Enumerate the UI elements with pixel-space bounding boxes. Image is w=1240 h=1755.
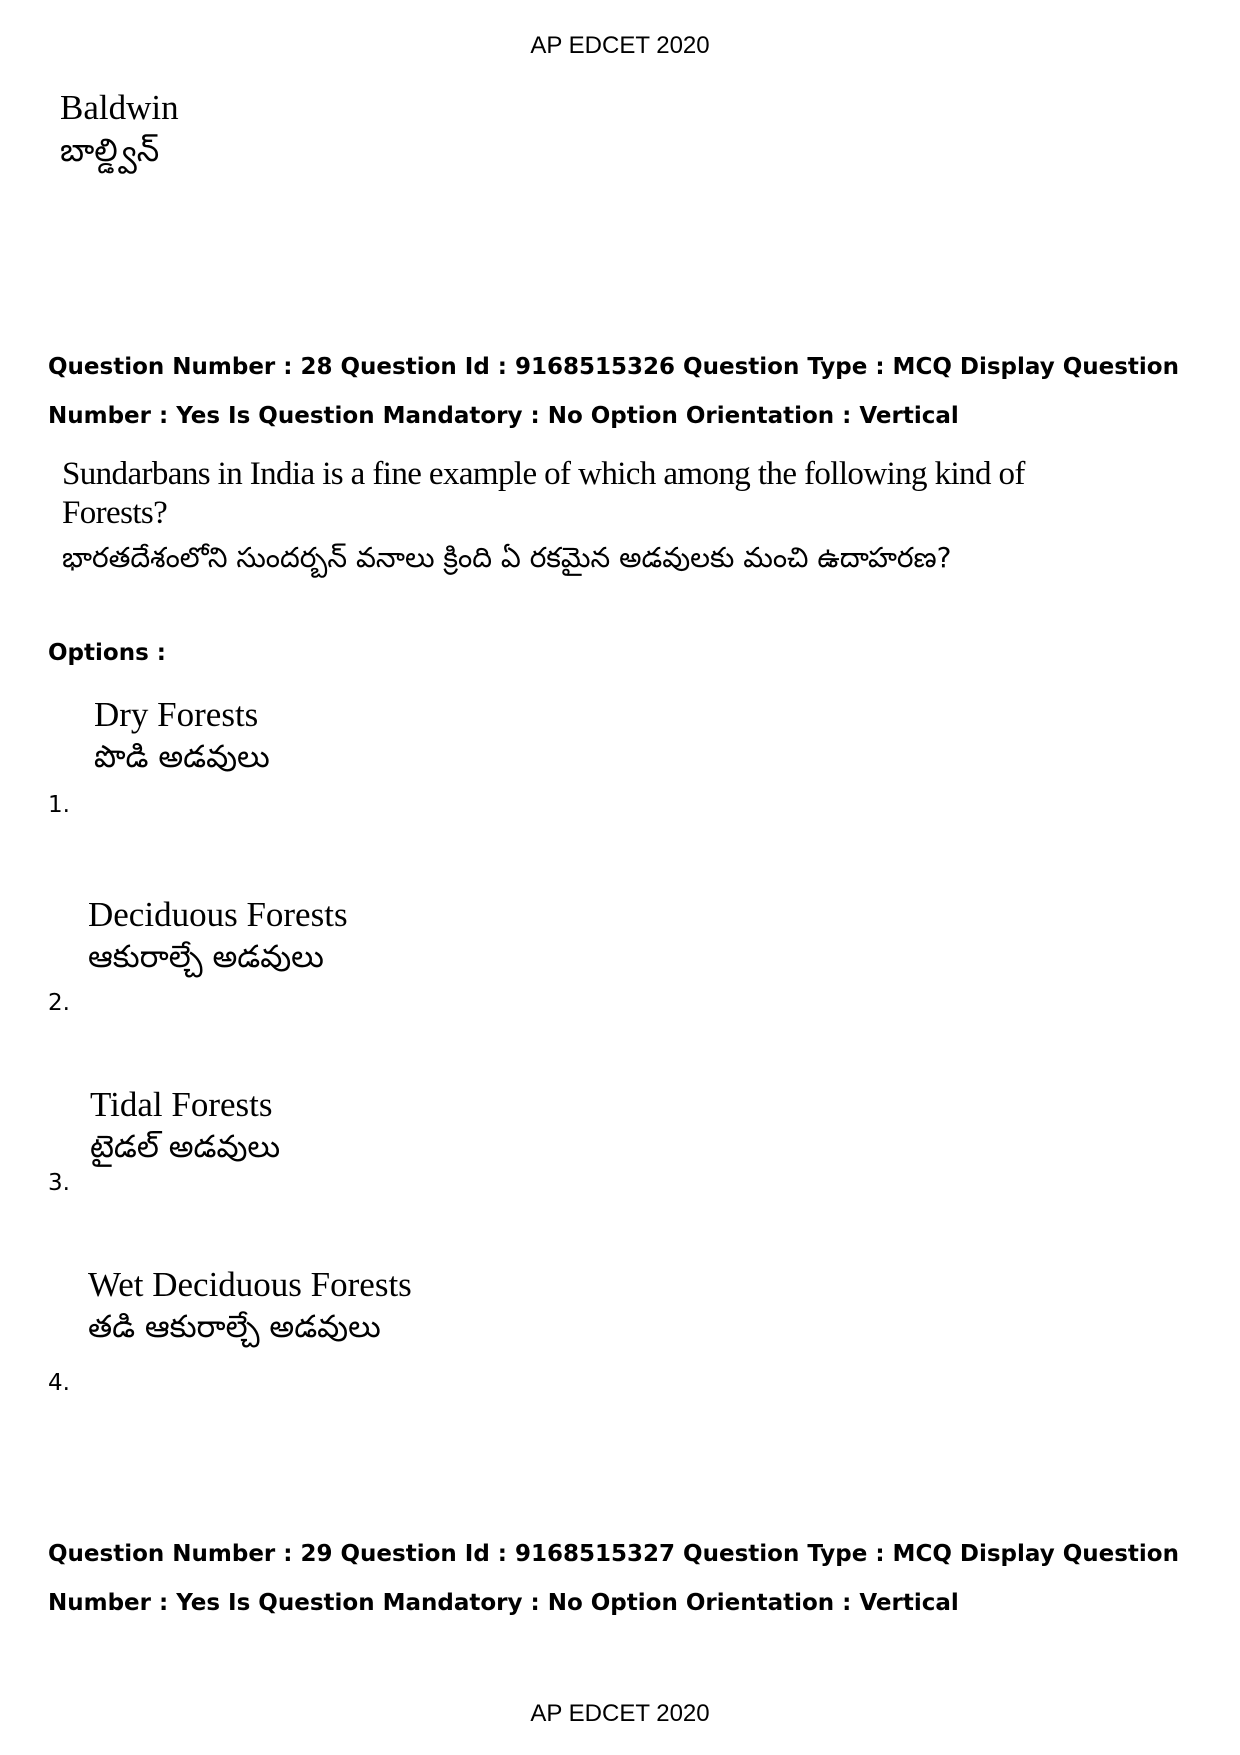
question-29-meta-line1: Question Number : 29 Question Id : 9168515327 Question Type : MCQ Display Question [48,1541,1179,1567]
option-3-number: 3. [48,1170,70,1196]
question-28-english-line1: Sundarbans in India is a fine example of which among the following kind of [62,456,1025,492]
option-3-telugu: టైడల్ అడవులు [90,1129,281,1166]
option-1-telugu: పొడి అడవులు [94,739,270,776]
option-3-text [90,1085,280,1165]
option-4-english: Wet Deciduous Forests [88,1265,412,1304]
question-29-meta [48,1530,1198,1628]
previous-option-telugu: బాల్డ్విన్ [60,131,160,170]
question-28-text [62,455,1025,574]
options-label: Options : [48,640,166,666]
question-28-english-line2: Forests? [62,494,168,531]
option-1-text [94,695,270,775]
option-3-english: Tidal Forests [90,1085,273,1124]
option-1-english: Dry Forests [94,695,259,734]
question-28-meta [48,343,1198,441]
option-2-telugu: ఆకురాల్చే అడవులు [88,939,324,976]
previous-option-text [60,88,179,169]
previous-option-english: Baldwin [60,88,179,127]
option-4-telugu: తడి ఆకురాల్చే అడవులు [88,1309,381,1346]
page-header: AP EDCET 2020 [530,32,710,59]
question-29-meta-line2: Number : Yes Is Question Mandatory : No Option Orientation : Vertical [48,1590,959,1616]
question-28-telugu: భారతదేశంలోని సుందర్బన్ వనాలు క్రింది ఏ రకమైన అడవులకు మంచి ఉదాహరణ? [62,540,952,574]
option-1-number: 1. [48,792,70,818]
option-2-english: Deciduous Forests [88,895,348,934]
question-28-meta-line1: Question Number : 28 Question Id : 9168515326 Question Type : MCQ Display Question [48,354,1179,380]
option-4-number: 4. [48,1370,70,1396]
option-2-number: 2. [48,990,70,1016]
page-footer: AP EDCET 2020 [530,1700,710,1727]
option-2-text [88,895,348,975]
option-4-text [88,1265,412,1345]
question-28-meta-line2: Number : Yes Is Question Mandatory : No Option Orientation : Vertical [48,403,959,429]
